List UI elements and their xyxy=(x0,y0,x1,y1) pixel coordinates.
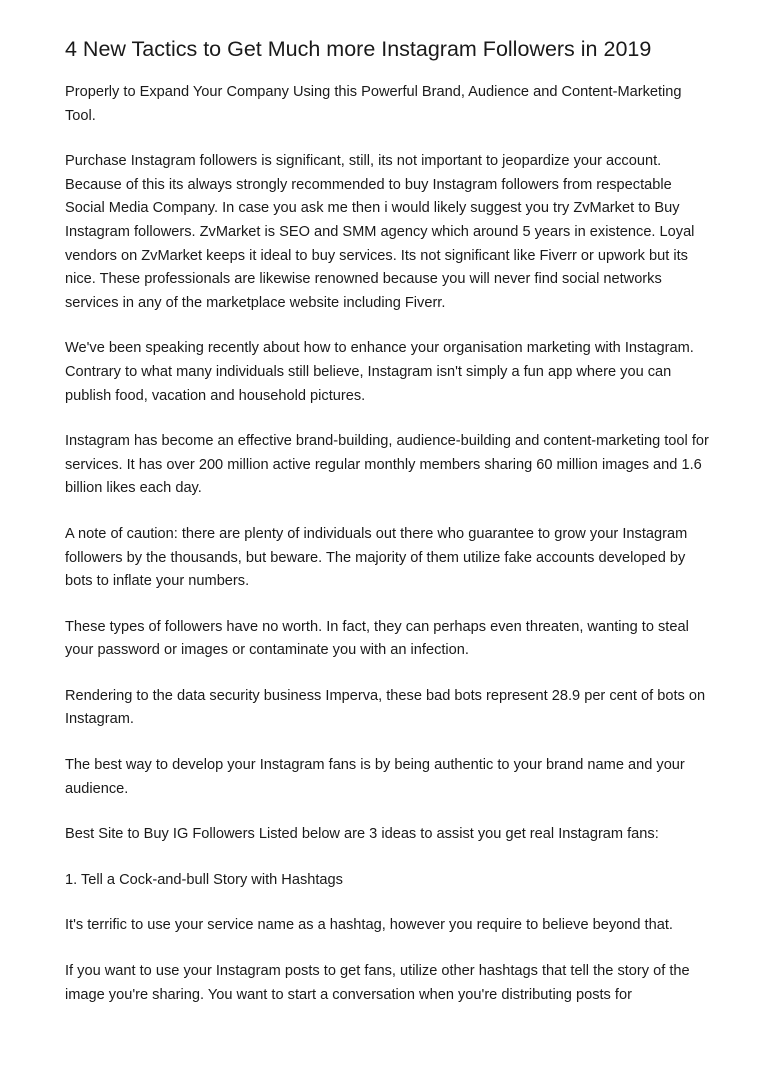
paragraph-enhance-marketing: We've been speaking recently about how to enhance your organisation marketing with Instagram. Contrary to what many individuals still believe, Instagram isn't simply a fun app where you can publish food, vacation and household pictures. xyxy=(65,340,694,404)
paragraph-ideas-intro: Best Site to Buy IG Followers Listed below are 3 ideas to assist you get real Instagram fans: xyxy=(65,826,659,843)
section-heading-hashtags: 1. Tell a Cock-and-bull Story with Hashtags xyxy=(65,871,343,888)
paragraph-hashtag-story: If you want to use your Instagram posts to get fans, utilize other hashtags that tell the story of the image you're sharing. You want to start a conversation when you're distributing posts for xyxy=(65,963,690,1003)
document-subtitle: Properly to Expand Your Company Using this Powerful Brand, Audience and Content-Marketing Tool. xyxy=(65,84,682,124)
paragraph-caution: A note of caution: there are plenty of individuals out there who guarantee to grow your Instagram followers by the thousands, but beware. The majority of them utilize fake accounts developed by bots to inflate your numbers. xyxy=(65,525,688,590)
paragraph-bad-bots: Rendering to the data security business Imperva, these bad bots represent 28.9 per cent of bots on Instagram. xyxy=(65,687,706,728)
paragraph-no-worth: These types of followers have no worth. In fact, they can perhaps even threaten, wanting to steal your password or images or contaminate you with an infection. xyxy=(65,618,689,659)
paragraph-hashtag-name: It's terrific to use your service name as a hashtag, however you require to believe beyond that. xyxy=(65,917,673,934)
document-title: 4 New Tactics to Get Much more Instagram Followers in 2019 xyxy=(65,37,652,61)
paragraph-purchase-followers: Purchase Instagram followers is significant, still, its not important to jeopardize your account. Because of this its always strongly recommended to buy Instagram followers from respectable Social Media Company. In case you ask me then i would likely suggest you try ZvMarket to Buy Instagram followers. ZvMarket is SEO and SMM agency which around 5 years in existence. Loyal vendors on ZvMarket keeps it ideal to buy services. Its not significant like Fiverr or upwork but its nice. These professionals are likewise renowned because you will never find social networks services in any of the marketplace website including Fiverr. xyxy=(65,153,695,311)
document-body xyxy=(65,34,713,1007)
paragraph-brand-building: Instagram has become an effective brand-building, audience-building and content-marketing tool for services. It has over 200 million active regular monthly members sharing 60 million images and 1.6 billion likes each day. xyxy=(65,433,709,497)
paragraph-be-authentic: The best way to develop your Instagram fans is by being authentic to your brand name and your audience. xyxy=(65,757,685,797)
